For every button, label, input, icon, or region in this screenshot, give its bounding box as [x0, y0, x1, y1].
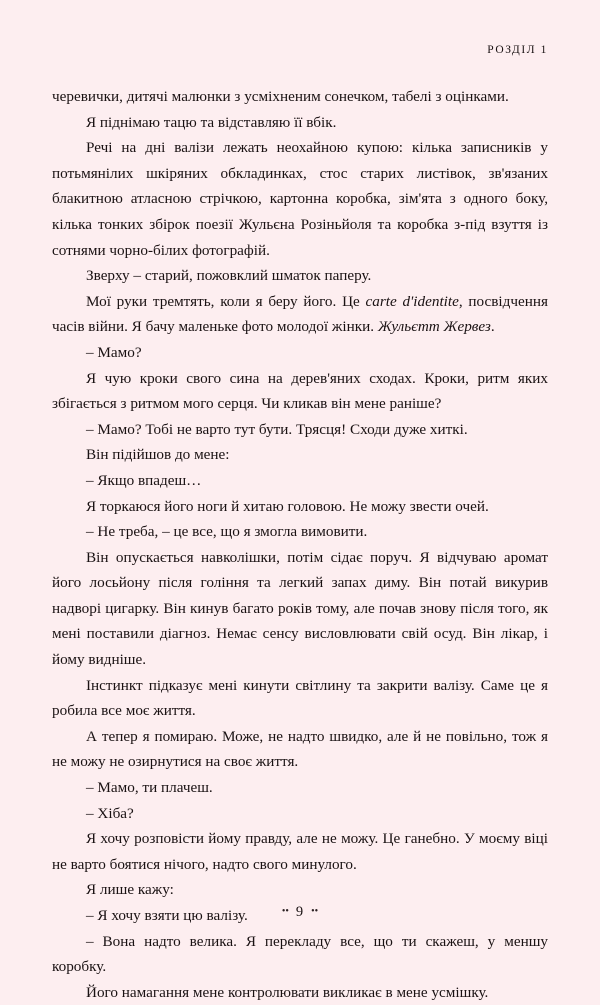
- body-paragraph: Я хочу розповісти йому правду, але не можу. Це ганебно. У моєму віці не варто боятися нічого, надто свого минулого.: [52, 830, 548, 873]
- italic-phrase: carte d'identite: [365, 292, 459, 310]
- body-paragraph: Я торкаюся його ноги й хитаю головою. Не можу звести очей.: [86, 497, 489, 515]
- body-paragraph: черевички, дитячі малюнки з усміхненим сонечком, табелі з оцінками.: [52, 88, 509, 105]
- body-paragraph: Інстинкт підказує мені кинути світлину та закрити валізу. Саме це я робила все моє життя.: [52, 676, 548, 720]
- body-paragraph: Зверху – старий, пожовклий шматок паперу.: [86, 267, 372, 285]
- body-paragraph: – Не треба, – це все, що я змогла вимовити.: [86, 523, 368, 541]
- page-body: [52, 84, 548, 1005]
- body-paragraph: Він опускається навколішки, потім сідає поруч. Я відчуваю аромат його лосьйону після гоління та легкий запах диму. Він потай викурив надворі цигарку. Він кинув багато років тому, але почав знову після того, як мені поставили діагноз. Немає сенсу висловлювати свій осуд. Він лікар, і йому видніше.: [52, 548, 548, 669]
- page-footer: [0, 904, 600, 921]
- body-paragraph: Я лише кажу:: [86, 881, 174, 899]
- body-paragraph: А тепер я помираю. Може, не надто швидко, але й не повільно, тож я не можу не озирнутися на своє життя.: [52, 727, 548, 771]
- body-paragraph: Його намагання мене контролювати викликає в мене усмішку.: [86, 983, 489, 1001]
- body-paragraph: – Мамо? Тобі не варто тут бути. Трясця! Сходи дуже хиткі.: [86, 420, 468, 438]
- body-paragraph: – Якщо впадеш…: [86, 471, 202, 489]
- body-paragraph: – Вона надто велика. Я перекладу все, що ти скажеш, у меншу коробку.: [52, 932, 548, 976]
- ornament-left-icon: ••: [281, 906, 289, 917]
- body-paragraph: Він підійшов до мене:: [86, 446, 230, 464]
- italic-phrase: Жульєтт Жервез: [377, 318, 491, 336]
- running-head: РОЗДІЛ 1: [487, 44, 548, 56]
- ornament-right-icon: ••: [311, 906, 319, 917]
- body-paragraph: – Мамо?: [86, 343, 142, 361]
- page-number: 9: [295, 904, 305, 920]
- body-paragraph: Речі на дні валізи лежать неохайною купою: кілька записників у потьмянілих шкіряних обкладинках, стос старих листівок, зв'язаних блакитною атласною стрічкою, картонна коробка, зім'ята з одного боку, кілька тонких збірок поезії Жульєна Розіньйоля та коробка з-під взуття із сотнями чорно-білих фотографій.: [52, 139, 548, 259]
- body-paragraph: – Хіба?: [86, 804, 134, 822]
- body-paragraph: – Мамо, ти плачеш.: [86, 779, 213, 797]
- body-paragraph: Мої руки тремтять, коли я беру його. Це carte d'identite, посвідчення часів війни. Я бачу маленьке фото молодої жінки. Жульєтт Жервез.: [52, 292, 548, 336]
- body-paragraph: Я піднімаю тацю та відставляю її вбік.: [86, 113, 337, 131]
- body-paragraph: – Я хочу взяти цю валізу.: [86, 907, 248, 924]
- body-paragraph: Я чую кроки свого сина на дерев'яних сходах. Кроки, ритм яких збігається з ритмом мого серця. Чи кликав він мене раніше?: [52, 369, 548, 413]
